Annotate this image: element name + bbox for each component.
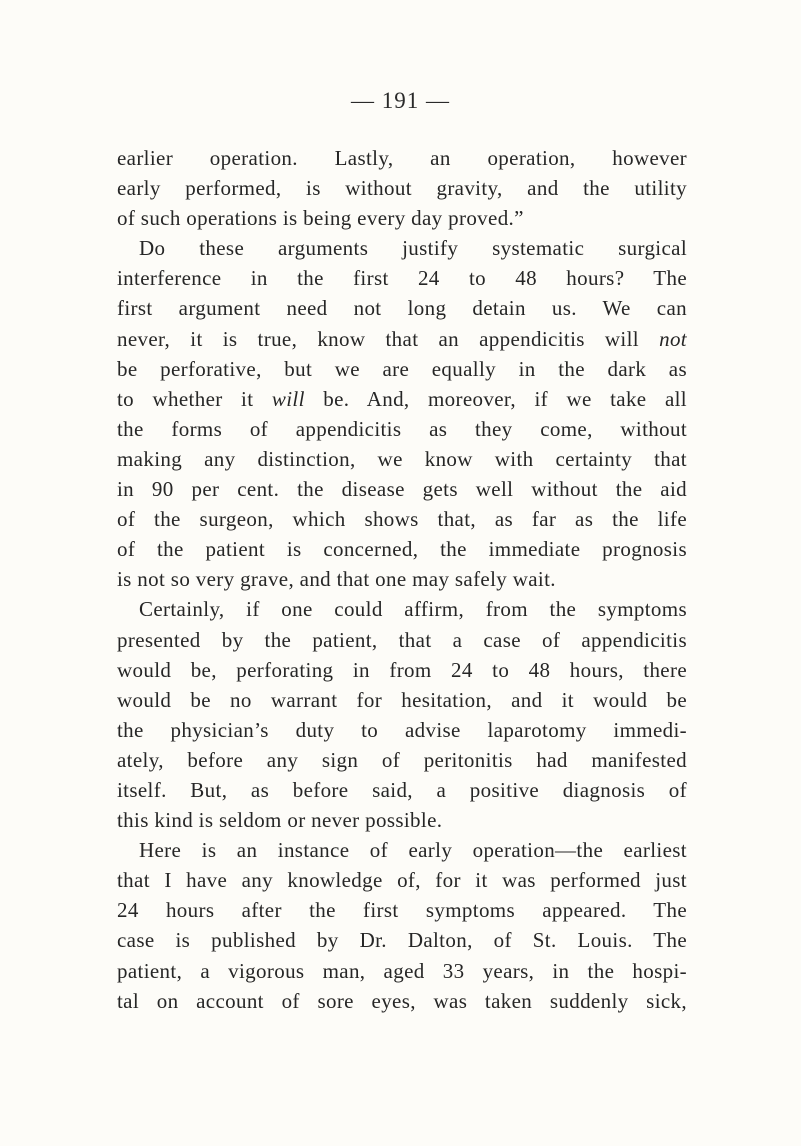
body-text [117,143,687,1016]
text-segment: be. And, moreover, if we take all [323,386,687,411]
text-line [117,384,687,414]
text-line: the physician’s duty to advise laparotomy immedi- [117,717,687,742]
text-line: Do these arguments justify systematic surgical [139,236,687,261]
text-line: of such operations is being every day proved.” [117,206,524,231]
text-line: be perforative, but we are equally in the dark as [117,356,687,381]
text-segment: never, it is true, know that an appendicitis will [117,326,639,351]
text-line: Certainly, if one could affirm, from the symptoms [139,597,687,622]
text-line: of the patient is concerned, the immediate prognosis [117,537,687,562]
text-line: presented by the patient, that a case of appendicitis [117,627,687,652]
text-line: making any distinction, we know with certainty that [117,446,687,471]
text-line: first argument need not long detain us. We can [117,296,687,321]
text-line: in 90 per cent. the disease gets well without the aid [117,477,687,502]
text-line: that I have any knowledge of, for it was performed just [117,868,687,893]
text-line: is not so very grave, and that one may safely wait. [117,567,556,592]
text-line: this kind is seldom or never possible. [117,808,443,833]
text-segment: to whether it [117,386,254,411]
text-line: would be, perforating in from 24 to 48 hours, there [117,657,687,682]
text-line: Here is an instance of early operation—the earliest [139,838,687,863]
text-line: of the surgeon, which shows that, as far as the life [117,507,687,532]
page-number-header: — 191 — [351,88,450,113]
italic-word: will [271,386,305,411]
text-line: case is published by Dr. Dalton, of St. Louis. The [117,928,687,953]
text-line: tal on account of sore eyes, was taken suddenly sick, [117,988,687,1013]
text-line [117,324,687,354]
text-line: earlier operation. Lastly, an operation, however [117,146,687,170]
text-line: patient, a vigorous man, aged 33 years, in the hospi- [117,958,687,983]
text-line: 24 hours after the first symptoms appeared. The [117,898,687,923]
italic-word: not [659,326,687,351]
text-line: interference in the first 24 to 48 hours? The [117,266,687,291]
text-line: early performed, is without gravity, and the utility [117,176,687,201]
text-line: the forms of appendicitis as they come, without [117,416,687,441]
text-line: ately, before any sign of peritonitis had manifested [117,747,687,772]
text-line: itself. But, as before said, a positive diagnosis of [117,777,687,802]
text-line: would be no warrant for hesitation, and it would be [117,687,687,712]
